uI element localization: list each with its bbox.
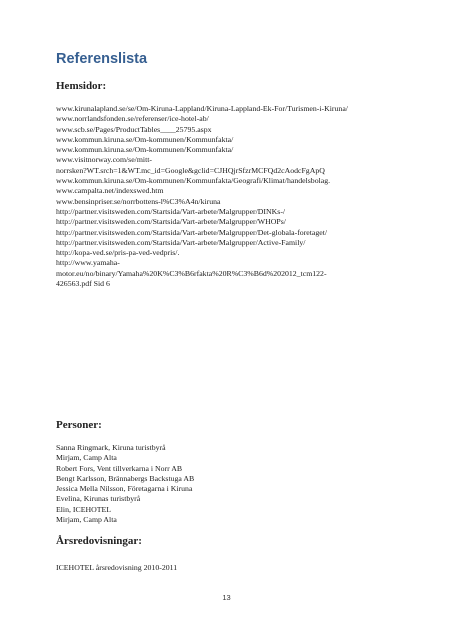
website-reference: www.bensinpriser.se/norrbottens-l%C3%A4n/kiruna bbox=[56, 196, 221, 206]
person-reference: Evelina, Kirunas turistbyrå bbox=[56, 494, 141, 504]
annual-report-list bbox=[56, 563, 177, 573]
page-title: Referenslista bbox=[56, 51, 148, 67]
person-reference: Jessica Mella Nilsson, Företagarna i Kiruna bbox=[56, 484, 193, 494]
person-reference: Mirjam, Camp Alta bbox=[56, 515, 117, 525]
website-reference: www.campalta.net/indexswed.htm bbox=[56, 186, 164, 196]
person-reference: Bengt Karlsson, Brännabergs Backstuga AB bbox=[56, 473, 195, 483]
website-reference: www.kirunalapland.se/se/Om-Kiruna-Lappland/Kiruna-Lappland-Ek-For/Turismen-i-Kiruna/ bbox=[56, 104, 348, 113]
website-reference: http://partner.visitsweden.com/Startsida/Vart-arbete/Malgrupper/WHOPs/ bbox=[56, 217, 286, 227]
person-reference: Elin, ICEHOTEL bbox=[56, 504, 112, 514]
annual-report-reference: ICEHOTEL årsredovisning 2010-2011 bbox=[56, 563, 178, 572]
website-reference: http://kopa-ved.se/pris-pa-ved-vedpris/. bbox=[56, 248, 180, 258]
website-reference: http://partner.visitsweden.com/Startsida/Vart-arbete/Malgrupper/Active-Family/ bbox=[56, 237, 306, 247]
person-reference: Sanna Ringmark, Kiruna turistbyrå bbox=[56, 443, 166, 452]
website-reference: http://partner.visitsweden.com/Startsida/Vart-arbete/Malgrupper/DINKs-/ bbox=[56, 206, 286, 216]
website-reference: motor.eu/no/binary/Yamaha%20K%C3%B6rfakta%20R%C3%B6d%202012_tcm122- bbox=[56, 268, 327, 278]
website-reference: norrsken?WT.srch=1&WT.mc_id=Google&gclid=CJHQjrSfzrMCFQd2cAodcFgApQ bbox=[56, 165, 325, 175]
website-reference: www.kommun.kiruna.se/Om-kommunen/Kommunfakta/ bbox=[56, 145, 234, 155]
website-reference: www.kommun.kiruna.se/Om-kommunen/Kommunfakta/Geografi/Klimat/handelsbolag. bbox=[56, 176, 331, 186]
website-reference: www.visitnorway.com/se/mitt- bbox=[56, 155, 153, 165]
website-reference-list bbox=[56, 104, 348, 289]
website-reference: www.scb.se/Pages/ProductTables____25795.aspx bbox=[56, 124, 212, 134]
website-reference: 426563.pdf Sid 6 bbox=[56, 279, 110, 289]
person-reference: Robert Fors, Vent tillverkarna i Norr AB bbox=[56, 463, 183, 473]
person-reference: Mirjam, Camp Alta bbox=[56, 453, 117, 463]
section-heading-hemsidor: Hemsidor: bbox=[56, 80, 107, 92]
website-reference: http://www.yamaha- bbox=[56, 258, 120, 268]
website-reference: http://partner.visitsweden.com/Startsida/Vart-arbete/Malgrupper/Det-globala-foretaget/ bbox=[56, 227, 328, 237]
section-heading-arsredovisningar: Årsredovisningar: bbox=[56, 535, 142, 547]
page-number: 13 bbox=[222, 593, 231, 602]
website-reference: www.norrlandsfonden.se/referenser/ice-hotel-ab/ bbox=[56, 114, 209, 124]
person-reference-list bbox=[56, 443, 194, 525]
section-heading-personer: Personer: bbox=[56, 419, 102, 431]
website-reference: www.kommun.kiruna.se/Om-kommunen/Kommunfakta/ bbox=[56, 134, 234, 144]
